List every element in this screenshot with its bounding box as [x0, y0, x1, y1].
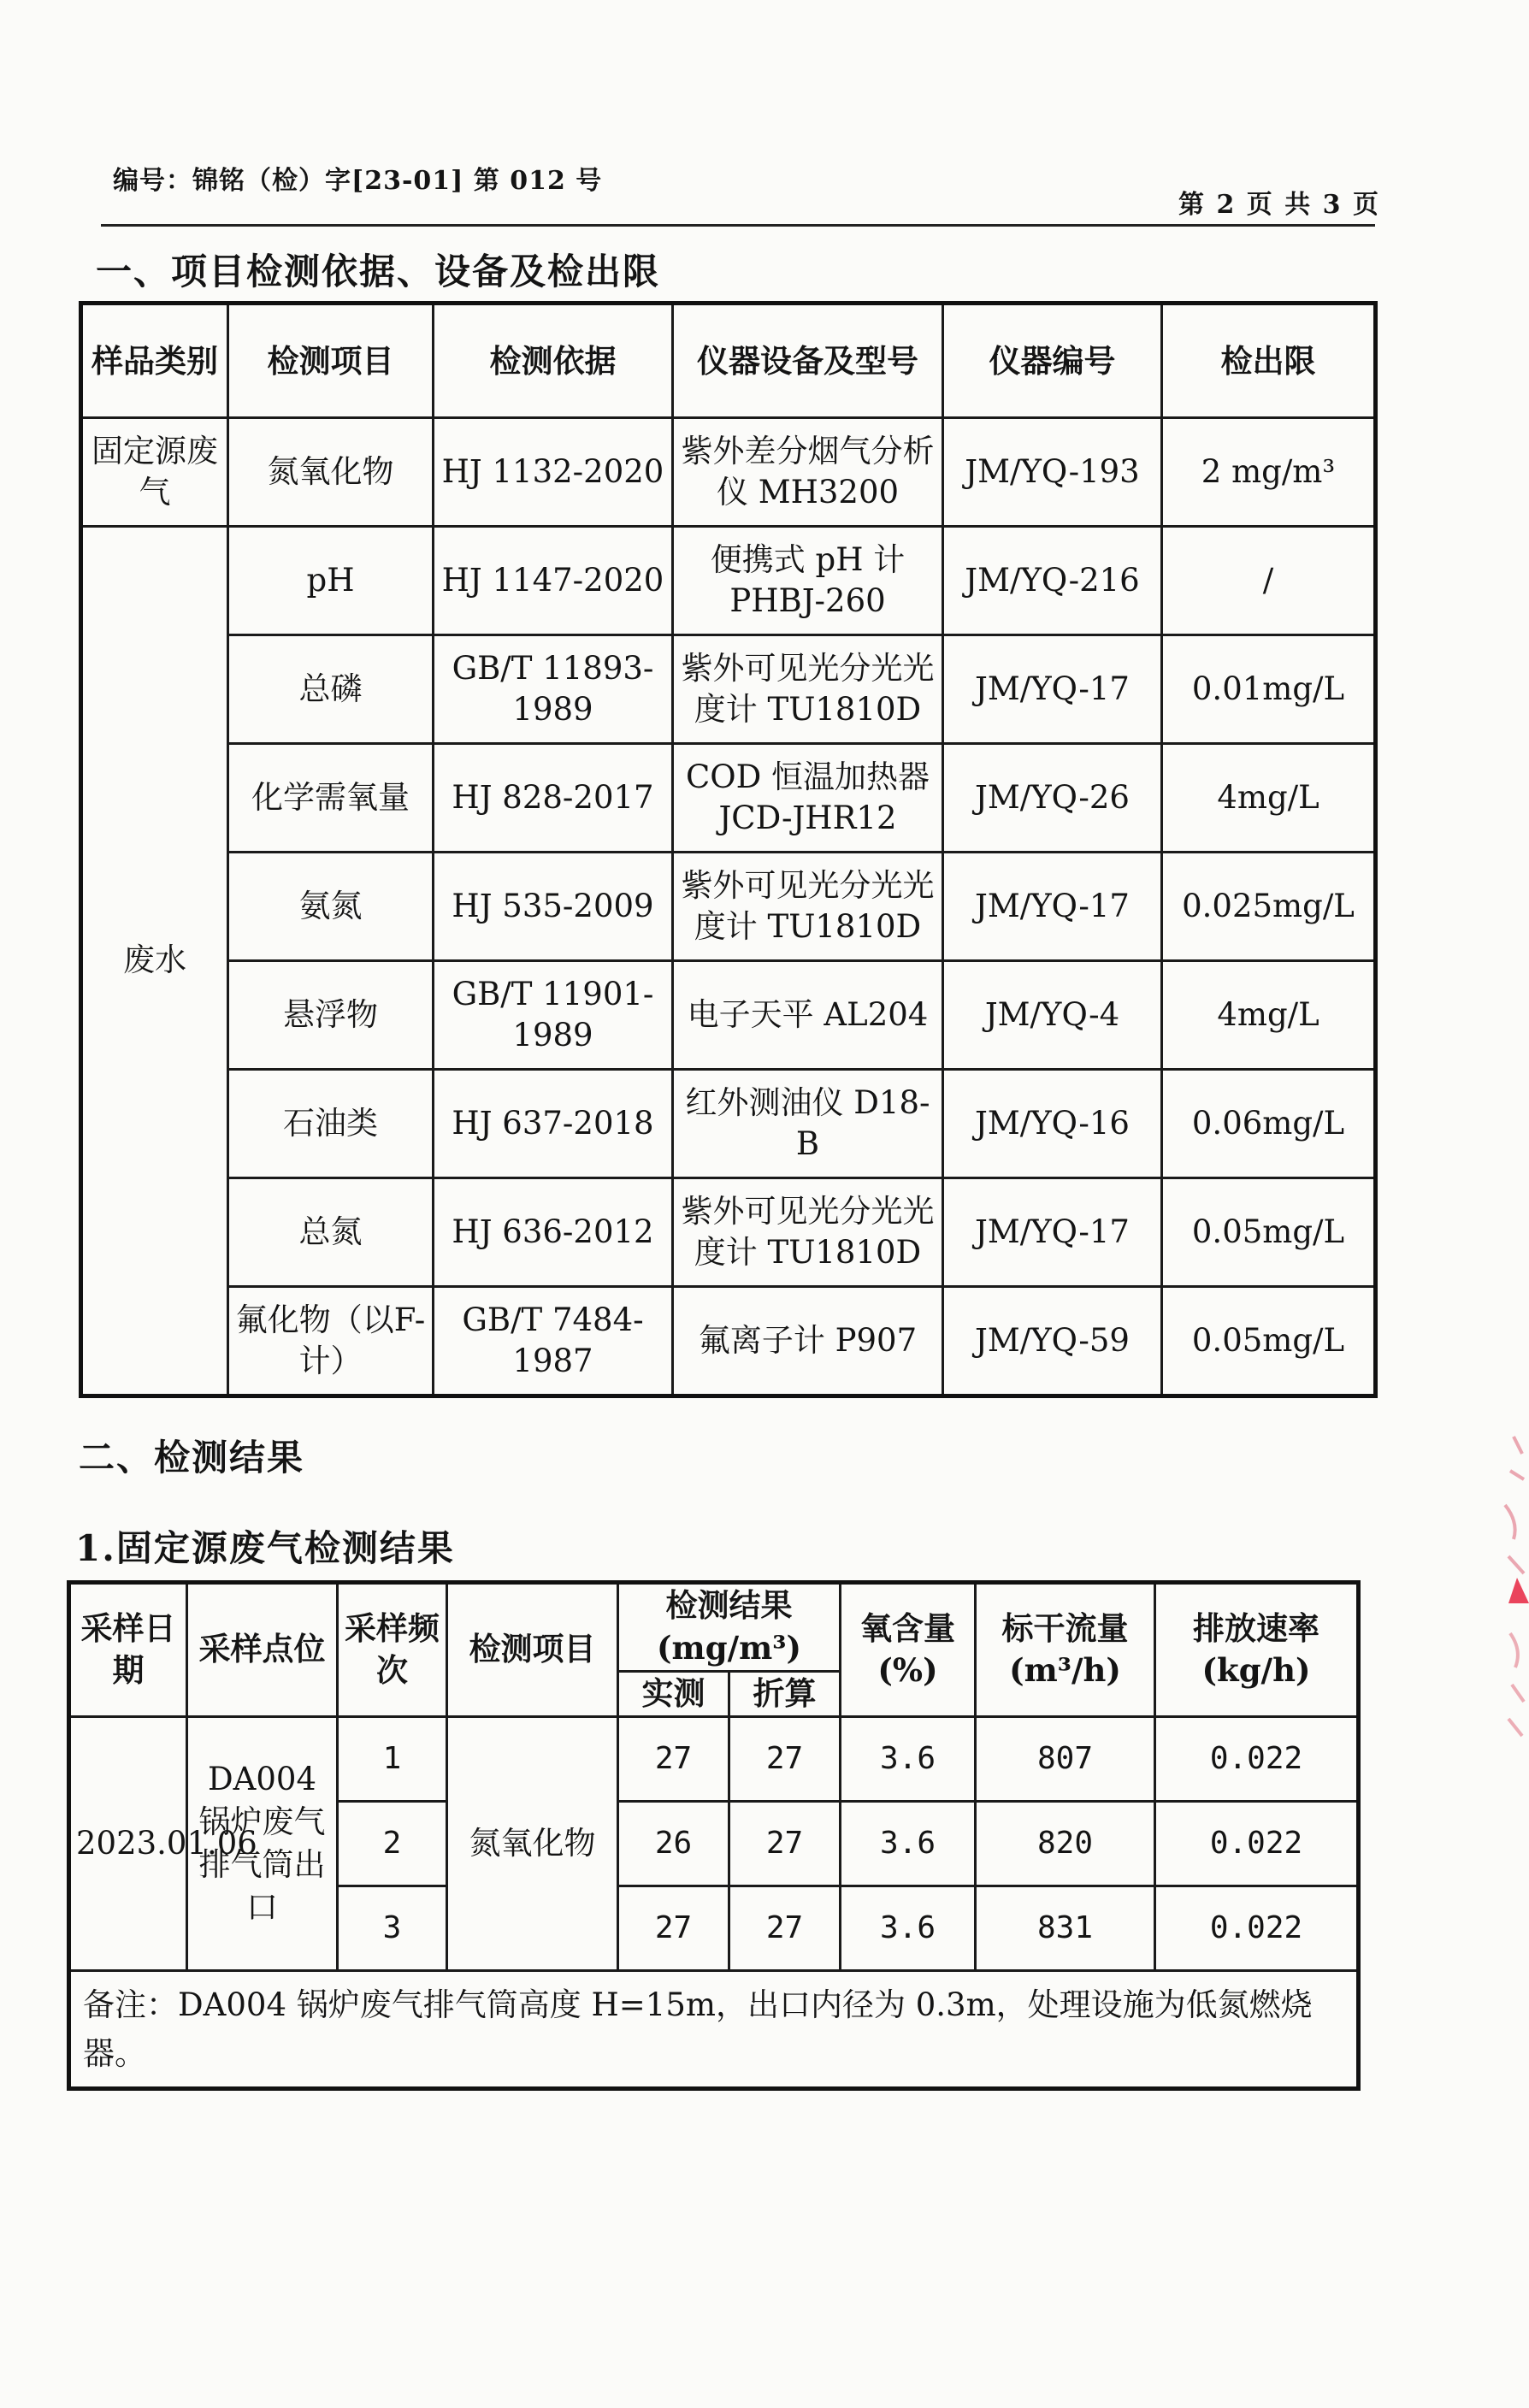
section1-title: 一、项目检测依据、设备及检出限: [96, 251, 661, 292]
header-cell: 检测项目: [228, 304, 434, 418]
point-cell: DA004锅炉废气排气筒出口: [187, 1716, 338, 1970]
code-cell: JM/YQ-17: [943, 635, 1162, 744]
header-cell: 标干流量 (m³/h): [976, 1583, 1155, 1717]
measured-cell: 27: [618, 1716, 729, 1801]
limit-cell: 2 mg/m³: [1162, 418, 1376, 527]
code-cell: JM/YQ-17: [943, 1178, 1162, 1287]
header-cell: 仪器设备及型号: [673, 304, 943, 418]
limit-cell: 0.05mg/L: [1162, 1178, 1376, 1287]
instrument-cell: 红外测油仪 D18-B: [673, 1070, 943, 1178]
code-cell: JM/YQ-216: [943, 527, 1162, 635]
table-row: [81, 635, 1376, 744]
note-row: [69, 1970, 1359, 2088]
header-cell: 采样点位: [187, 1583, 338, 1717]
converted-cell: 27: [729, 1801, 841, 1886]
code-cell: JM/YQ-193: [943, 418, 1162, 527]
basis-cell: GB/T 11893-1989: [434, 635, 673, 744]
table-row: [81, 1287, 1376, 1396]
instrument-cell: COD 恒温加热器 JCD-JHR12: [673, 744, 943, 853]
item-cell: 总磷: [228, 635, 434, 744]
results-table: [67, 1580, 1361, 2091]
category-cell: 废水: [81, 527, 228, 1396]
header-cell: 折算: [729, 1671, 841, 1716]
item-cell: 氮氧化物: [228, 418, 434, 527]
table-header-row: [69, 1583, 1359, 1672]
rate-cell: 0.022: [1155, 1716, 1359, 1801]
basis-cell: GB/T 11901-1989: [434, 961, 673, 1070]
measured-cell: 26: [618, 1801, 729, 1886]
code-cell: JM/YQ-16: [943, 1070, 1162, 1178]
category-cell: 固定源废气: [81, 418, 228, 527]
date-cell: 2023.01.06: [69, 1716, 187, 1970]
table-row: [69, 1716, 1359, 1801]
converted-cell: 27: [729, 1716, 841, 1801]
limit-cell: 4mg/L: [1162, 961, 1376, 1070]
header-divider: [101, 224, 1375, 227]
table-row: [81, 1070, 1376, 1178]
seal-stamp-fragment: [1479, 1419, 1529, 1779]
note-cell: 备注：DA004 锅炉废气排气筒高度 H=15m，出口内径为 0.3m，处理设施为低氮燃烧器。: [69, 1970, 1359, 2088]
header-cell: 氧含量 (%): [841, 1583, 976, 1717]
code-cell: JM/YQ-17: [943, 853, 1162, 961]
basis-cell: HJ 828-2017: [434, 744, 673, 853]
converted-cell: 27: [729, 1886, 841, 1970]
basis-cell: HJ 1147-2020: [434, 527, 673, 635]
limit-cell: /: [1162, 527, 1376, 635]
item-cell: 氮氧化物: [447, 1716, 618, 1970]
instrument-cell: 便携式 pH 计 PHBJ-260: [673, 527, 943, 635]
item-cell: 总氮: [228, 1178, 434, 1287]
flow-cell: 831: [976, 1886, 1155, 1970]
item-cell: 氨氮: [228, 853, 434, 961]
code-cell: JM/YQ-59: [943, 1287, 1162, 1396]
basis-cell: GB/T 7484-1987: [434, 1287, 673, 1396]
header-cell: 排放速率 (kg/h): [1155, 1583, 1359, 1717]
section2-title: 二、检测结果: [79, 1437, 305, 1478]
document-number: 编号：锦铭（检）字[23-01] 第 012 号: [113, 166, 603, 196]
item-cell: 化学需氧量: [228, 744, 434, 853]
item-cell: pH: [228, 527, 434, 635]
header-cell: 仪器编号: [943, 304, 1162, 418]
table-row: [81, 961, 1376, 1070]
oxygen-cell: 3.6: [841, 1886, 976, 1970]
rate-cell: 0.022: [1155, 1801, 1359, 1886]
instrument-cell: 紫外可见光分光光度计 TU1810D: [673, 1178, 943, 1287]
rate-cell: 0.022: [1155, 1886, 1359, 1970]
measured-cell: 27: [618, 1886, 729, 1970]
instrument-cell: 紫外可见光分光光度计 TU1810D: [673, 635, 943, 744]
header-cell: 检测项目: [447, 1583, 618, 1717]
basis-table: [79, 301, 1378, 1398]
limit-cell: 4mg/L: [1162, 744, 1376, 853]
header-cell: 检测结果 (mg/m³): [618, 1583, 841, 1672]
basis-cell: HJ 636-2012: [434, 1178, 673, 1287]
header-cell: 检出限: [1162, 304, 1376, 418]
table-row: [81, 527, 1376, 635]
item-cell: 氟化物（以F-计）: [228, 1287, 434, 1396]
instrument-cell: 电子天平 AL204: [673, 961, 943, 1070]
freq-cell: 1: [338, 1716, 447, 1801]
section2-subtitle: 1.固定源废气检测结果: [75, 1527, 455, 1569]
table-row: [81, 744, 1376, 853]
item-cell: 悬浮物: [228, 961, 434, 1070]
freq-cell: 3: [338, 1886, 447, 1970]
header-cell: 实测: [618, 1671, 729, 1716]
limit-cell: 0.01mg/L: [1162, 635, 1376, 744]
code-cell: JM/YQ-4: [943, 961, 1162, 1070]
item-cell: 石油类: [228, 1070, 434, 1178]
header-cell: 检测依据: [434, 304, 673, 418]
table-row: [81, 418, 1376, 527]
page-info: 第 2 页 共 3 页: [1178, 190, 1380, 220]
oxygen-cell: 3.6: [841, 1801, 976, 1886]
instrument-cell: 氟离子计 P907: [673, 1287, 943, 1396]
oxygen-cell: 3.6: [841, 1716, 976, 1801]
flow-cell: 807: [976, 1716, 1155, 1801]
table-row: [81, 1178, 1376, 1287]
instrument-cell: 紫外可见光分光光度计 TU1810D: [673, 853, 943, 961]
freq-cell: 2: [338, 1801, 447, 1886]
table-row: [81, 853, 1376, 961]
table-header-row: [81, 304, 1376, 418]
basis-cell: HJ 1132-2020: [434, 418, 673, 527]
header-cell: 采样频次: [338, 1583, 447, 1717]
limit-cell: 0.025mg/L: [1162, 853, 1376, 961]
header-cell: 采样日期: [69, 1583, 187, 1717]
code-cell: JM/YQ-26: [943, 744, 1162, 853]
flow-cell: 820: [976, 1801, 1155, 1886]
basis-cell: HJ 535-2009: [434, 853, 673, 961]
instrument-cell: 紫外差分烟气分析仪 MH3200: [673, 418, 943, 527]
basis-cell: HJ 637-2018: [434, 1070, 673, 1178]
header-cell: 样品类别: [81, 304, 228, 418]
limit-cell: 0.06mg/L: [1162, 1070, 1376, 1178]
limit-cell: 0.05mg/L: [1162, 1287, 1376, 1396]
